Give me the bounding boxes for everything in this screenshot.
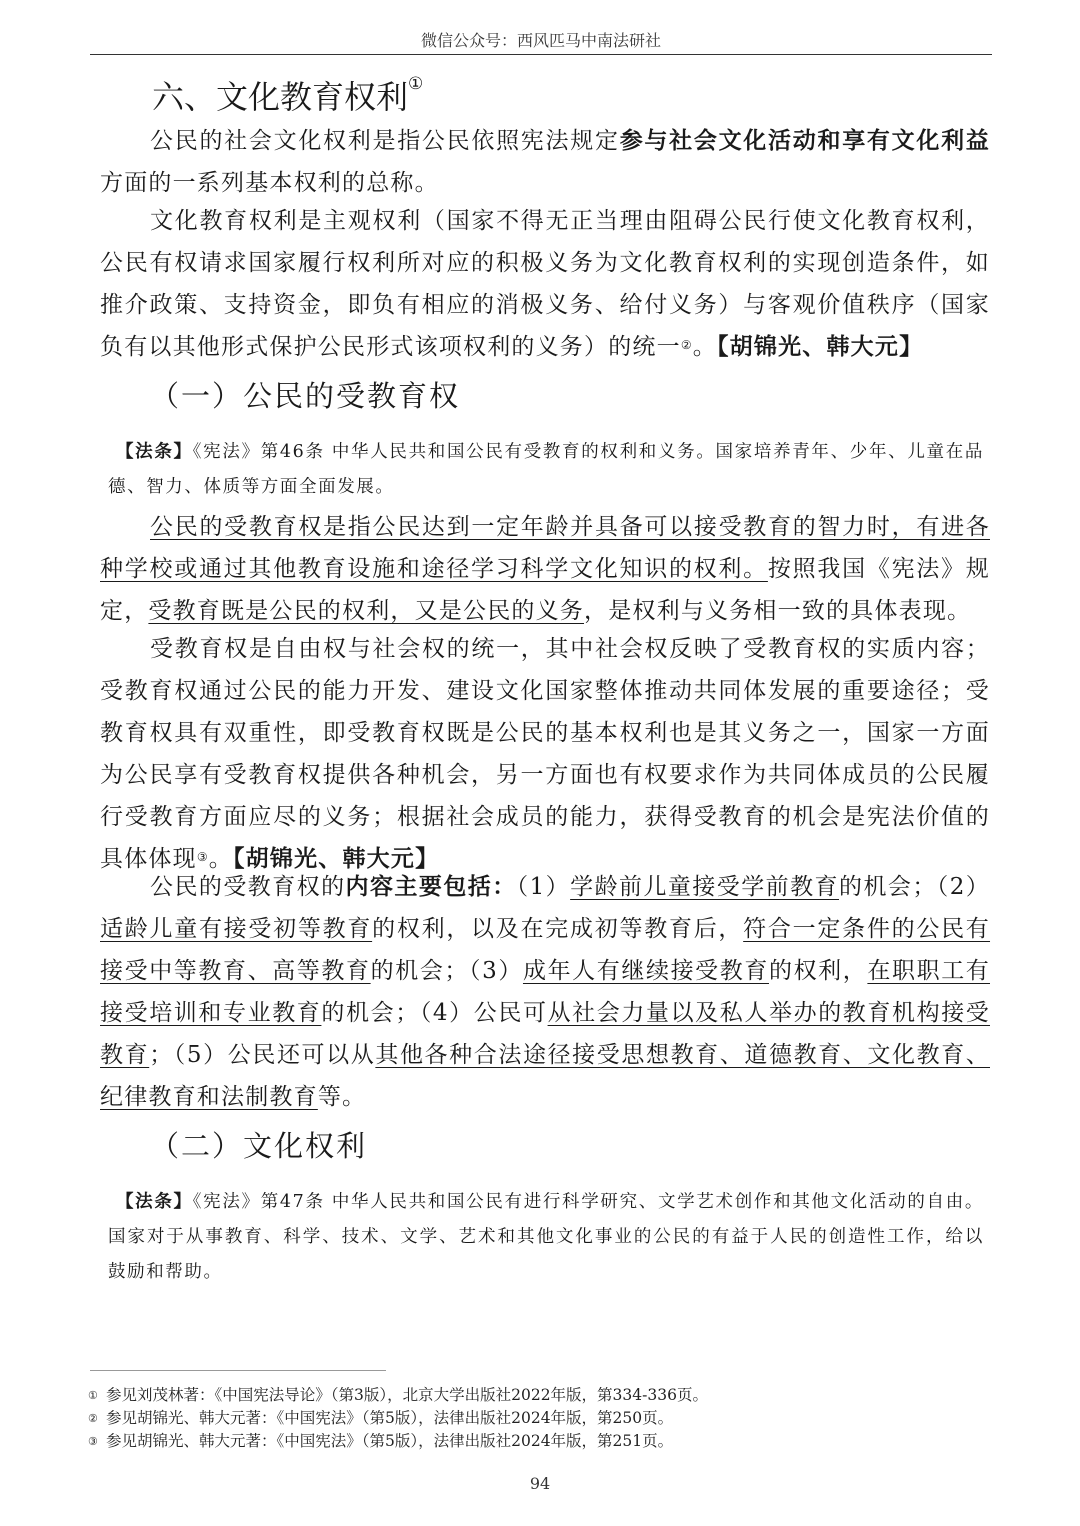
- footnote-ref-2[interactable]: ②: [680, 338, 693, 352]
- paragraph-education-content: [100, 866, 990, 1118]
- bold-text: 参与社会文化活动和享有文化利益: [619, 127, 990, 154]
- law-article-46: [108, 435, 984, 505]
- footnote-ref-3[interactable]: ③: [196, 850, 209, 864]
- text-run: 。: [692, 334, 717, 360]
- underlined-text: 符合一定条件的公民有接受中等教育、高等教育: [100, 916, 991, 984]
- text-run: ，是权利与义务相一致的具体表现。: [584, 598, 972, 624]
- author-tag: 【胡锦光、韩大元】: [232, 845, 440, 872]
- text-run: 受教育权是自由权与社会权的统一，其中社会权反映了受教育权的实质内容；受教育权通过公民的能力开发、建设文化国家整体推动共同体发展的重要途径；受教育权具有双重性，即受教育权既是公民的基本权利也是其义务之一，国家一方面为公民享有受教育权提供各种机会，另一方面也有权要求作为共同体成员的公民履行受教育方面应尽的义务；根据社会成员的能力，获得受教育的机会是宪法价值的具体体现: [100, 636, 990, 872]
- text-run: 按照我国《宪法》规定，: [100, 556, 990, 624]
- footnote-text: 参见胡锦光、韩大元著：《中国宪法》（第5版），法律出版社2024年版，第250页。: [106, 1409, 674, 1427]
- text-run: 等。: [317, 1084, 367, 1110]
- text-run: 的机会；（2）: [839, 874, 990, 900]
- text-run: 的权利，: [768, 958, 868, 984]
- law-text: 《宪法》第46条 中华人民共和国公民有受教育的权利和义务。国家培养青年、少年、儿童在品德、智力、体质等方面全面发展。: [108, 442, 984, 497]
- text-run: 文化教育权利是主观权利（国家不得无正当理由阻碍公民行使文化教育权利，公民有权请求国家履行权利所对应的积极义务为文化教育权利的实现创造条件，如推介政策、支持资金，即负有相应的消极义务、给付义务）与客观价值秩序（国家负有以其他形式保护公民形式该项权利的义务）的统一: [100, 208, 990, 360]
- law-label: 【法条】: [116, 1192, 193, 1212]
- text-run: （1）: [516, 874, 571, 900]
- page-header: 微信公众号：西风匹马中南法研社: [90, 28, 992, 55]
- text-run: 公民的社会文化权利是指公民依照宪法规定: [150, 128, 620, 154]
- underlined-text: 学龄前儿童接受学前教育: [570, 874, 839, 900]
- underlined-text: 受教育既是公民的权利，又是公民的义务: [148, 598, 585, 624]
- footnote-mark: ②: [88, 1412, 98, 1425]
- footnote-3: [88, 1430, 988, 1453]
- section-title-text: 六、文化教育权利: [152, 78, 409, 116]
- bold-text: 内容主要包括：: [345, 873, 517, 900]
- subsection-title-culture: （二）文化权利: [150, 1129, 368, 1163]
- footnote-text: 参见刘茂林著：《中国宪法导论》（第3版），北京大学出版社2022年版，第334-336页。: [106, 1386, 708, 1404]
- paragraph-rights-nature: [100, 200, 990, 368]
- footnote-2: [88, 1407, 988, 1430]
- footnote-text: 参见胡锦光、韩大元著：《中国宪法》（第5版），法律出版社2024年版，第251页。: [106, 1432, 674, 1450]
- paragraph-education-definition: [100, 506, 990, 632]
- text-run: 的机会；（3）: [370, 958, 523, 984]
- underlined-text: 适龄儿童有接受初等教育: [100, 916, 373, 942]
- paragraph-definition: [100, 120, 990, 204]
- underlined-text: 成年人有继续接受教育: [522, 958, 769, 984]
- footnote-1: [88, 1384, 988, 1407]
- text-run: 的权利，以及在完成初等教育后，: [372, 916, 744, 942]
- text-run: 。: [208, 846, 233, 872]
- footnote-divider: [90, 1370, 386, 1371]
- section-title: [152, 72, 423, 118]
- underlined-text: 从社会力量以及私人举办的教育机构接受教育: [100, 1000, 990, 1068]
- footnotes: [88, 1384, 988, 1453]
- author-tag: 【胡锦光、韩大元】: [716, 333, 924, 360]
- law-article-47: [108, 1185, 984, 1290]
- law-text: 《宪法》第47条 中华人民共和国公民有进行科学研究、文学艺术创作和其他文化活动的自由。国家对于从事教育、科学、技术、文学、艺术和其他文化事业的公民的有益于人民的创造性工作，给以鼓励和帮助。: [108, 1192, 984, 1282]
- paragraph-education-nature: [100, 628, 990, 880]
- text-run: 方面的一系列基本权利的总称。: [100, 170, 439, 196]
- footnote-mark: ①: [88, 1389, 98, 1402]
- page-number: 94: [529, 1474, 551, 1493]
- text-run: ；（5）公民还可以从: [149, 1042, 376, 1068]
- underlined-text: 其他各种合法途径接受思想教育、道德教育、文化教育、纪律教育和法制教育: [100, 1042, 990, 1110]
- text-run: 的机会；（4）公民可: [321, 1000, 548, 1026]
- law-label: 【法条】: [116, 442, 193, 462]
- underlined-text: 在职职工有接受培训和专业教育: [100, 958, 990, 1026]
- subsection-title-education: （一）公民的受教育权: [150, 379, 461, 413]
- footnote-ref-1[interactable]: ①: [408, 74, 424, 94]
- footnote-mark: ③: [88, 1435, 98, 1448]
- underlined-text: 公民的受教育权是指公民达到一定年龄并具备可以接受教育的智力时，有进各种学校或通过其他教育设施和途径学习科学文化知识的权利。: [100, 514, 990, 582]
- text-run: 公民的受教育权的: [150, 874, 346, 900]
